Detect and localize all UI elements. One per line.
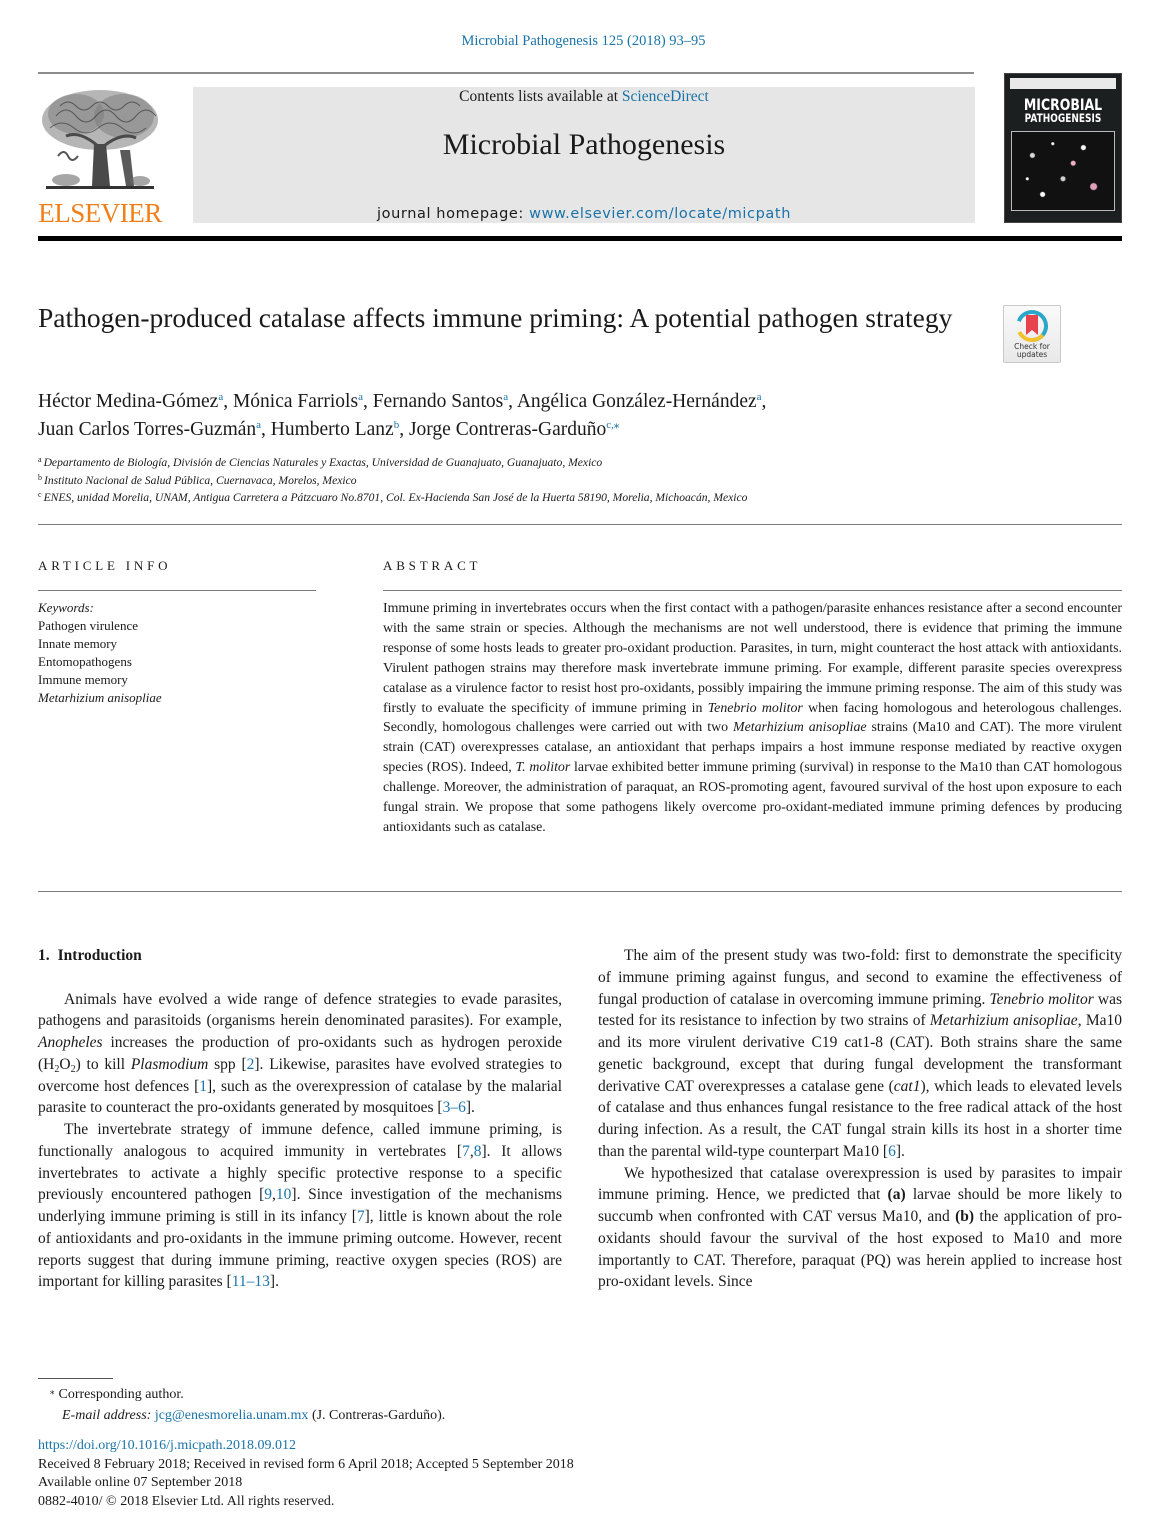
body-column-left	[38, 945, 562, 1293]
elsevier-wordmark: ELSEVIER	[38, 198, 162, 228]
author[interactable]: Juan Carlos Torres-Guzmán$^a$	[38, 419, 262, 440]
keyword: Immune memory	[38, 671, 128, 687]
keyword: Entomopathogens	[38, 653, 132, 669]
paragraph: The invertebrate strategy of immune defence, called immune priming, is functionally analogous to acquired immunity in vertebrates [7,8]. It allows invertebrates to activate a highly specific protective response to a specific previously encountered pathogen [9,10]. Since investigation of the mechanisms underlying immune priming is still in its infancy [7], little is known about the role of antioxidants and pro-oxidants in the immune priming outcome. However, recent reports suggest that during immune priming, reactive oxygen species (ROS) are important for killing parasites [11–13].	[38, 1121, 563, 1291]
keyword: Metarhizium anisopliae	[38, 689, 162, 705]
author[interactable]: Fernando Santos$^a$	[372, 391, 509, 412]
affiliation-link[interactable]: a	[218, 391, 224, 403]
affiliation-link[interactable]: c,⁎	[606, 419, 620, 431]
reference-link[interactable]: 8	[473, 1142, 482, 1160]
journal-name: Microbial Pathogenesis	[442, 128, 726, 161]
journal-homepage-link[interactable]: www.elsevier.com/locate/micpath	[529, 206, 791, 222]
article-info-rule	[38, 590, 316, 591]
elsevier-tree-icon	[36, 86, 164, 198]
homepage-prefix: journal homepage:	[377, 206, 530, 222]
journal-banner	[193, 87, 975, 223]
corresponding-label: Corresponding author.	[58, 1387, 184, 1402]
crossmark-line2: updates	[1016, 350, 1048, 359]
affiliation-link[interactable]: b	[393, 419, 400, 431]
reference-link[interactable]: 2	[246, 1055, 255, 1073]
footnote-rule	[38, 1378, 113, 1379]
contents-line	[193, 88, 975, 106]
affiliation-link[interactable]: a	[756, 391, 762, 403]
article-title: Pathogen-produced catalase affects immune priming: A potential pathogen strategy	[38, 302, 953, 333]
corresponding-author-footnote	[50, 1384, 445, 1426]
publication-info	[38, 1437, 574, 1511]
header-thick-rule	[38, 236, 1122, 241]
cover-title-line1: MICROBIAL	[1023, 95, 1103, 114]
article-info-heading: ARTICLE INFO	[38, 558, 172, 573]
received-dates: Received 8 February 2018; Received in revised form 6 April 2018; Accepted 5 September 2018	[38, 1456, 574, 1472]
affiliation-link[interactable]: a	[358, 391, 363, 403]
affiliation-link[interactable]: a	[256, 419, 262, 431]
reference-link[interactable]: 6	[888, 1142, 896, 1160]
reference-link[interactable]: 1	[199, 1077, 207, 1095]
cover-title	[1018, 97, 1108, 125]
abstract-heading: ABSTRACT	[383, 558, 482, 573]
affiliation-link[interactable]: a	[503, 391, 509, 403]
elsevier-logo[interactable]	[36, 86, 164, 226]
keyword: Pathogen virulence	[38, 617, 138, 633]
paragraph: Animals have evolved a wide range of defence strategies to evade parasites, pathogens and parasitoids (organisms herein denominated parasites). For example, Anopheles increases the production of pro-oxidants such as hydrogen peroxide $(H_2O_2)$ to kill Plasmodium spp [2]. Likewise, parasites have evolved strategies to overcome host defences [1], such as the overexpression of catalase by the malarial parasite to counteract the pro-oxidants generated by mosquitoes [3–6].	[38, 990, 562, 1117]
check-for-updates-button[interactable]	[1003, 305, 1061, 363]
contents-prefix: Contents lists available at	[459, 88, 622, 105]
cover-masthead	[1010, 78, 1116, 89]
reference-link[interactable]: 3–6	[442, 1099, 466, 1117]
author[interactable]: Mónica Farriols$^a$	[232, 391, 363, 412]
reference-link[interactable]: 10	[275, 1186, 292, 1204]
abstract-bottom-rule	[38, 891, 1122, 892]
author-list: Héctor Medina-Gómez$^a$, Mónica Farriols$^a$, Fernando Santos$^a$, Angélica González-Hernández$^a$, Juan Carlos Torres-Guzmán$^a$, Humberto Lanz$^b$, Jorge Contreras-Garduño$^{c,⁎}$	[38, 391, 767, 440]
section-heading-introduction: 1. Introduction	[38, 947, 142, 964]
cover-title-line2: PATHOGENESIS	[1024, 111, 1102, 125]
section-rule	[38, 524, 1122, 525]
reference-link[interactable]: 11–13	[231, 1273, 270, 1291]
author[interactable]: Jorge Contreras-Garduño$^{c,⁎}$	[408, 419, 620, 440]
author[interactable]: Héctor Medina-Gómez$^a$	[38, 391, 224, 412]
footnote-marker: ⁎	[50, 1386, 55, 1396]
copyright: 0882-4010/ © 2018 Elsevier Ltd. All rights reserved.	[38, 1493, 335, 1509]
journal-cover-image[interactable]	[1004, 73, 1122, 223]
sciencedirect-link[interactable]: ScienceDirect	[621, 88, 709, 105]
paragraph: The aim of the present study was two-fold: first to demonstrate the specificity of immune priming against fungus, and second to examine the effectiveness of fungal production of catalase in overcoming immune priming. Tenebrio molitor was tested for its resistance to infection by two strains of Metarhizium anisopliae, Ma10 and its more virulent derivative C19 cat1-8 (CAT). Both strains share the same genetic background, except that during fungal development the transformant derivative CAT overexpresses a catalase gene (cat1), which leads to elevated levels of catalase and thus enhances fungal resistance to the free radical attack of the host during infection. As a result, the CAT fungal strain kills its host in a shorter time than the parental wild-type counterpart Ma10 [6].	[598, 947, 1122, 1160]
abstract-text: Immune priming in invertebrates occurs when the first contact with a pathogen/parasite enhances resistance after a second encounter with the same strain or species. Although the mechanisms are not well understood, there is evidence that priming the immune response of some hosts leads to greater pro-oxidant production. Parasites, in turn, might counteract the host attack with antioxidants. Virulent pathogen strains may therefore mask invertebrate immune priming. For example, different parasite species overexpress catalase as a virulence factor to resist host pro-oxidants, possibly impairing the immune priming response. The aim of this study was firstly to evaluate the specificity of immune priming in Tenebrio molitor when facing homologous and heterologous challenges. Secondly, homologous challenges were carried out with two Metarhizium anisopliae strains (Ma10 and CAT). The more virulent strain (CAT) overexpresses catalase, an antioxidant that perhaps impairs a host immune response mediated by reactive oxygen species (ROS). Indeed, T. molitor larvae exhibited better immune priming (survival) in response to the Ma10 than CAT homologous challenge. Moreover, the administration of paraquat, an ROS-promoting agent, favoured survival of the host upon exposure to each fungal strain. We propose that some pathogens likely overcome pro-oxidant-mediated immune priming defences by producing antioxidants such as catalase.	[383, 601, 1123, 835]
reference-link[interactable]: 9	[264, 1186, 273, 1204]
email-label: E-mail address:	[62, 1408, 152, 1423]
paragraph: We hypothesized that catalase overexpression is used by parasites to impair immune priming. Hence, we predicted that (a) larvae should be more likely to succumb when confronted with CAT versus Ma10, and (b) the application of pro-oxidants should favour the survival of the host exposed to Ma10 and more importantly to CAT. Therefore, paraquat (PQ) was herein applied to increase host pro-oxidant levels. Since	[598, 1164, 1122, 1291]
keyword: Innate memory	[38, 635, 118, 651]
affiliation-item: $^c$ ENES, unidad Morelia, UNAM, Antigua Carretera a Pátzcuaro No.8701, Col. Ex-Hacienda San José de la Huerta 58190, Morelia, Michoacán, Mexico	[38, 490, 748, 504]
homepage-line	[193, 206, 975, 222]
author[interactable]: Angélica González-Hernández$^a$	[516, 391, 762, 412]
body-column-right	[598, 945, 1122, 1293]
email-owner: (J. Contreras-Garduño).	[308, 1408, 446, 1423]
crossmark-line1: Check for	[1014, 342, 1050, 351]
crossmark-icon	[1015, 309, 1049, 343]
available-online: Available online 07 September 2018	[38, 1475, 243, 1490]
reference-link[interactable]: 7	[462, 1142, 470, 1160]
doi-link[interactable]: https://doi.org/10.1016/j.micpath.2018.09.012	[38, 1438, 296, 1453]
keywords-label: Keywords:	[38, 600, 94, 615]
email-link[interactable]: jcg@enesmorelia.unam.mx	[154, 1408, 309, 1423]
crossmark-label	[1004, 343, 1060, 359]
reference-link[interactable]: 7	[356, 1208, 365, 1225]
author[interactable]: Humberto Lanz$^b$	[270, 419, 400, 440]
cover-micrograph	[1011, 131, 1115, 211]
keywords-block	[38, 599, 338, 706]
affiliation-list	[38, 454, 1128, 507]
header-rule	[38, 72, 974, 74]
affiliation-item: $^a$ Departamento de Biología, División de Ciencias Naturales y Exactas, Universidad de Guanajuato, Guanajuato, Mexico	[38, 455, 603, 469]
journal-citation-link[interactable]: Microbial Pathogenesis 125 (2018) 93–95	[461, 33, 706, 49]
affiliation-item: $^b$ Instituto Nacional de Salud Pública, Cuernavaca, Morelos, Mexico	[38, 472, 357, 487]
abstract-rule	[383, 590, 1122, 591]
